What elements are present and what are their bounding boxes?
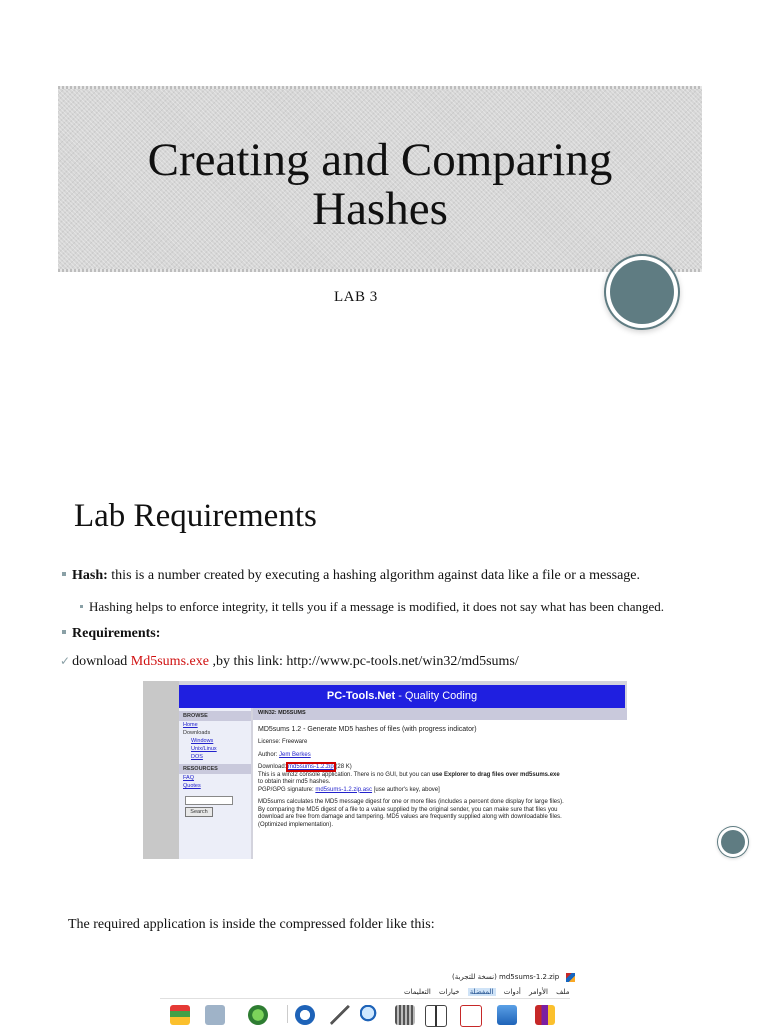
pgp-link[interactable]: md5sums-1.2.zip.asc: [315, 786, 373, 793]
decorative-circle-large: [610, 260, 674, 324]
hash-text: this is a number created by executing a hashing algorithm against data like a file or a message.: [107, 568, 641, 583]
pgp-prefix: PGP/GPG signature:: [258, 786, 316, 793]
browse-header: BROWSE: [179, 711, 251, 721]
required-application-caption: The required application is inside the compressed folder like this:: [68, 917, 435, 932]
hashing-text: Hashing helps to enforce integrity, it tells you if a message is modified, it does not say what has been changed.: [89, 599, 664, 614]
nav-quotes-link[interactable]: Quotes: [183, 783, 201, 789]
resources-header: RESOURCES: [179, 764, 251, 774]
pc-tools-site-name: PC-Tools.Net: [326, 690, 396, 702]
nav-dos-link[interactable]: DOS: [191, 754, 203, 760]
description-2: By comparing the MD5 digest of a file to a value supplied by the original sender, you can make sure that files you: [258, 806, 558, 813]
download-size: (28 K): [333, 764, 352, 770]
square-bullet-icon: [62, 630, 66, 634]
checkmark-icon: ✓: [60, 654, 71, 668]
pgp-line: [253, 787, 627, 795]
description-3: download are free from damage and tampering. MD5 values are frequently supplied along with downloadable files.: [258, 814, 562, 820]
square-bullet-icon: [62, 572, 66, 576]
bullet-hashing: [80, 598, 664, 616]
license-text: License: Freeware: [258, 739, 308, 745]
author-line: [253, 752, 627, 760]
wizard-icon[interactable]: [330, 1005, 350, 1025]
nav-home-link[interactable]: Home: [183, 722, 198, 728]
search-input[interactable]: [185, 796, 233, 805]
console-text-a: This is a win32 console application. There is no GUI, but you can: [258, 771, 432, 778]
pc-tools-screenshot: [143, 681, 627, 859]
sfx-icon[interactable]: [535, 1005, 555, 1025]
winrar-icon: [566, 973, 575, 982]
square-bullet-icon: [80, 605, 83, 608]
pgp-suffix: [use author's key, above]: [372, 786, 440, 793]
lab-subtitle: LAB 3: [334, 289, 378, 305]
requirements-label: Requirements:: [72, 626, 161, 641]
bullet-download: [60, 652, 519, 671]
menu-help[interactable]: التعليمات: [404, 988, 431, 996]
winrar-toolbar: [160, 998, 570, 1025]
screenshot-left-edge: [143, 681, 179, 859]
requirements-heading: Lab Requirements: [74, 498, 317, 534]
hash-label: Hash:: [72, 568, 108, 583]
search-button[interactable]: Search: [185, 807, 213, 817]
download-line: [253, 764, 627, 772]
info-icon[interactable]: [295, 1005, 315, 1025]
download-prefix-pc: Download:: [258, 764, 289, 770]
pc-tools-content: [253, 708, 627, 859]
author-link[interactable]: Jem Berkes: [279, 751, 311, 758]
winrar-title: md5sums-1.2.zip (نسخة للتجربة): [452, 973, 560, 981]
nav-faq-link[interactable]: FAQ: [183, 775, 195, 781]
menu-file[interactable]: ملف: [556, 988, 570, 996]
nav-unix-link[interactable]: Unix/Linux: [191, 746, 217, 752]
title-line-1: Creating and Comparing: [147, 134, 613, 186]
pc-tools-sidebar: [179, 708, 251, 859]
bullet-requirements: [62, 625, 160, 643]
description-4: (Optimized implementation).: [258, 821, 334, 828]
title-band: [58, 86, 702, 272]
download-link-text: ,by this link: http://www.pc-tools.net/win32/md5sums/: [208, 654, 519, 669]
menu-tools[interactable]: أدوات: [503, 988, 521, 996]
add-archive-icon[interactable]: [170, 1005, 190, 1025]
md5sums-zip-link[interactable]: md5sums-1.2.zip: [288, 764, 334, 770]
nav-downloads-label: Downloads: [183, 730, 211, 736]
pc-tools-header: [179, 685, 625, 708]
bullet-hash: [62, 567, 640, 585]
folder-icon[interactable]: [497, 1005, 517, 1025]
menu-favorites[interactable]: المفضلة: [469, 988, 494, 996]
menu-commands[interactable]: الأوامر: [529, 988, 548, 996]
winrar-menu-bar: [398, 988, 569, 996]
content-header: WIN32: MD5SUMS: [253, 708, 627, 720]
nav-windows-link[interactable]: Windows: [191, 738, 214, 744]
author-prefix: Author:: [258, 751, 280, 758]
console-text: [253, 772, 627, 780]
download-prefix: download: [72, 654, 131, 669]
extract-icon[interactable]: [205, 1005, 225, 1025]
menu-options[interactable]: خيارات: [439, 988, 460, 996]
delete-icon[interactable]: [395, 1005, 415, 1025]
download-file-name: Md5sums.exe: [130, 654, 209, 669]
toolbar-separator: [287, 1005, 288, 1023]
console-text-bold: use Explorer to drag files over md5sums.exe: [431, 771, 560, 778]
console-text-b: to obtain their md5 hashes.: [258, 779, 331, 785]
find-icon[interactable]: [360, 1005, 380, 1025]
description-1: MD5sums calculates the MD5 message digest for one or more files (includes a percent done display for large files).: [258, 799, 564, 805]
title-line-2: Hashes: [312, 183, 448, 235]
test-icon[interactable]: [248, 1005, 268, 1025]
slide-title: [58, 136, 702, 234]
product-title: MD5sums 1.2 - Generate MD5 hashes of files (with progress indicator): [258, 725, 477, 733]
decorative-circle-small: [721, 830, 745, 854]
pc-tools-tagline: - Quality Coding: [395, 690, 478, 702]
